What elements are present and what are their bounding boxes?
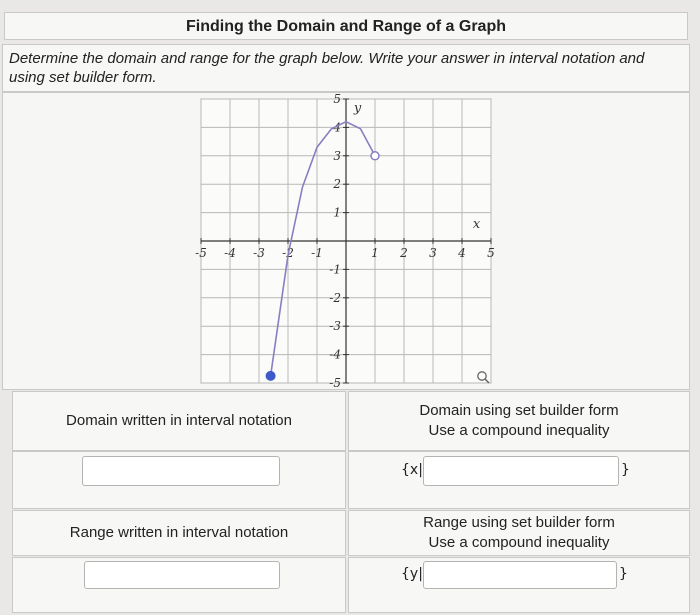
domain-set-label-line2: Use a compound inequality — [428, 422, 610, 439]
domain-set-label-line1: Domain using set builder form — [419, 402, 619, 419]
y-tick-label: -2 — [329, 290, 341, 305]
y-tick-label: 2 — [333, 177, 341, 192]
x-tick-label: -3 — [253, 246, 265, 260]
y-tick-label: -1 — [329, 262, 341, 277]
domain-interval-label-cell — [12, 391, 346, 451]
domain-set-label-cell — [348, 391, 690, 451]
domain-interval-input[interactable] — [82, 456, 280, 486]
range-interval-label-cell — [12, 510, 346, 556]
x-tick-label: 4 — [458, 246, 466, 260]
x-axis-label: x — [472, 217, 481, 233]
y-tick-label: -5 — [329, 376, 341, 389]
y-tick-label: 4 — [333, 120, 341, 135]
range-set-label-cell — [348, 510, 690, 556]
range-set-prefix: {y| — [401, 566, 423, 582]
range-set-input[interactable] — [423, 561, 617, 589]
range-set-suffix: } — [619, 566, 628, 582]
y-tick-label: -3 — [329, 319, 341, 334]
y-tick-label: 5 — [333, 93, 341, 106]
x-tick-label: -4 — [224, 246, 236, 260]
y-axis-label: y — [353, 100, 362, 116]
graph-panel — [2, 92, 690, 390]
x-tick-label: -1 — [311, 246, 323, 260]
open-endpoint — [371, 152, 379, 160]
x-tick-label: -2 — [282, 246, 294, 260]
domain-set-input[interactable] — [423, 456, 619, 486]
domain-set-prefix: {x| — [401, 462, 423, 478]
range-interval-label: Range written in interval notation — [69, 524, 289, 541]
instructions-text: Determine the domain and range for the graph below. Write your answer in interval notation and using set builder form. — [2, 44, 690, 92]
range-interval-input[interactable] — [84, 561, 280, 589]
x-tick-label: -5 — [195, 246, 207, 260]
x-tick-label: 5 — [487, 246, 495, 260]
y-tick-label: 1 — [333, 205, 341, 220]
closed-endpoint — [266, 371, 275, 380]
x-tick-label: 3 — [429, 246, 437, 260]
y-tick-label: -4 — [329, 347, 341, 362]
x-tick-label: 2 — [400, 246, 408, 260]
range-set-label-line1: Range using set builder form — [423, 514, 615, 531]
domain-interval-label: Domain written in interval notation — [66, 412, 292, 429]
y-tick-label: 3 — [333, 148, 341, 163]
domain-set-suffix: } — [621, 462, 630, 478]
function-graph — [3, 93, 689, 389]
x-tick-label: 1 — [371, 246, 379, 260]
page-title: Finding the Domain and Range of a Graph — [4, 12, 688, 40]
range-set-label-line2: Use a compound inequality — [428, 534, 610, 551]
